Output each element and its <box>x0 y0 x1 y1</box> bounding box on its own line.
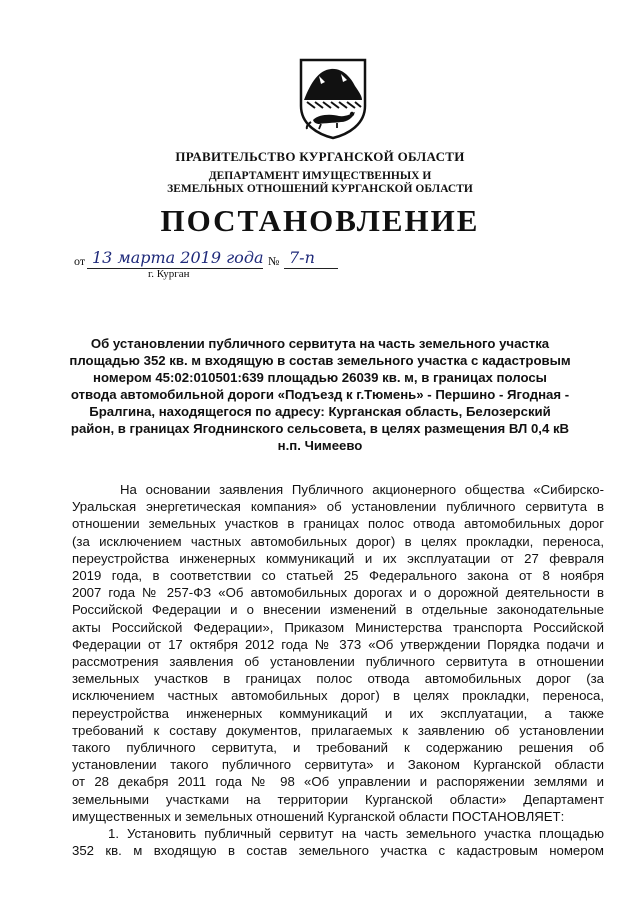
body-line: 352 кв. м входящую в состав земельного участка с кадастровым номером <box>72 843 604 859</box>
subject-line: номером 45:02:010501:639 площадью 26039 кв. м, в границах полосы <box>93 370 547 385</box>
body-line: 2007 года № 257-ФЗ «Об автомобильных дорогах и о дорожной деятельности в <box>72 585 604 601</box>
body-line: рассмотрения заявления об установлении публичного сервитута в отношении <box>72 654 604 670</box>
coat-of-arms-icon <box>297 56 369 140</box>
department-name-line-2: ЗЕМЕЛЬНЫХ ОТНОШЕНИЙ КУРГАНСКОЙ ОБЛАСТИ <box>167 183 473 195</box>
document-subject <box>56 335 584 454</box>
department-name-line-1: ДЕПАРТАМЕНТ ИМУЩЕСТВЕННЫХ И <box>208 170 432 182</box>
body-line: земельными участками на территории Курганской области» Департамент <box>72 791 604 807</box>
body-line: Российской Федерации и о внесении изменений в отдельные законодательные <box>72 602 604 618</box>
body-line: такого публичного сервитута, и требований к содержанию решения об <box>72 740 604 756</box>
subject-line: н.п. Чимеево <box>277 438 363 453</box>
number-label: № <box>268 254 280 268</box>
body-line: требований к составу документов, прилагаемых к заявлению об установлении <box>72 722 604 738</box>
handwritten-date: 13 марта 2019 года <box>92 248 264 267</box>
document-type-title: ПОСТАНОВЛЕНИЕ <box>160 203 480 238</box>
subject-line: отвода автомобильной дороги «Подъезд к г.Тюмень» - Першино - Ягодная - <box>70 387 570 402</box>
body-line: Федерации от 17 октября 2012 года № 373 «Об утверждении Порядка подачи и <box>72 636 604 652</box>
body-line: переустройства инженерных коммуникаций и их эксплуатации, а также <box>72 705 604 721</box>
body-line: переустройства инженерных коммуникаций и их эксплуатации от 27 февраля <box>72 550 604 566</box>
handwritten-number: 7-п <box>289 248 315 267</box>
date-from-label: от <box>74 254 86 268</box>
document-body <box>72 481 604 859</box>
body-line: На основании заявления Публичного акционерного общества «Сибирско- <box>120 482 604 497</box>
body-line: 1. Установить публичный сервитут на часть земельного участка площадью <box>108 826 604 842</box>
body-line: отношении земельных участков в границах полос отвода автомобильных дорог <box>72 516 604 532</box>
body-line: Уральская энергетическая компания» об установлении публичного сервитута в <box>72 499 604 515</box>
dateline <box>74 248 374 274</box>
subject-line: Об установлении публичного сервитута на часть земельного участка <box>90 336 550 351</box>
subject-line: Бралгина, находящегося по адресу: Курганская область, Белозерский <box>89 404 551 419</box>
body-line: установлении такого публичного сервитута» и Законом Курганской области <box>72 757 604 773</box>
body-line: 2019 года, в соответствии со статьей 25 Федерального закона от 8 ноября <box>72 568 604 584</box>
body-line: земельных участков в границах полос отвода автомобильных дорог (за <box>72 671 604 687</box>
government-name: ПРАВИТЕЛЬСТВО КУРГАНСКОЙ ОБЛАСТИ <box>175 149 465 164</box>
body-line: (за исключением частных автомобильных дорог) в целях прокладки, переноса, <box>72 533 604 549</box>
body-line: имущественных и земельных отношений Курганской области ПОСТАНОВЛЯЕТ: <box>72 808 565 824</box>
subject-line: площадью 352 кв. м входящую в состав земельного участка с кадастровым <box>69 353 571 368</box>
body-line: акты Российской Федерации», Приказом Министерства транспорта Российской <box>72 619 604 635</box>
subject-line: район, в границах Ягоднинского сельсовета, в целях размещения ВЛ 0,4 кВ <box>70 421 570 436</box>
city-label: г. Курган <box>148 268 190 280</box>
number-underline <box>284 268 338 269</box>
body-line: от 28 декабря 2011 года № 98 «Об управлении и распоряжении землями и <box>72 774 604 790</box>
body-line: исключением частных автомобильных дорог) в целях прокладки, переноса, <box>72 688 604 704</box>
